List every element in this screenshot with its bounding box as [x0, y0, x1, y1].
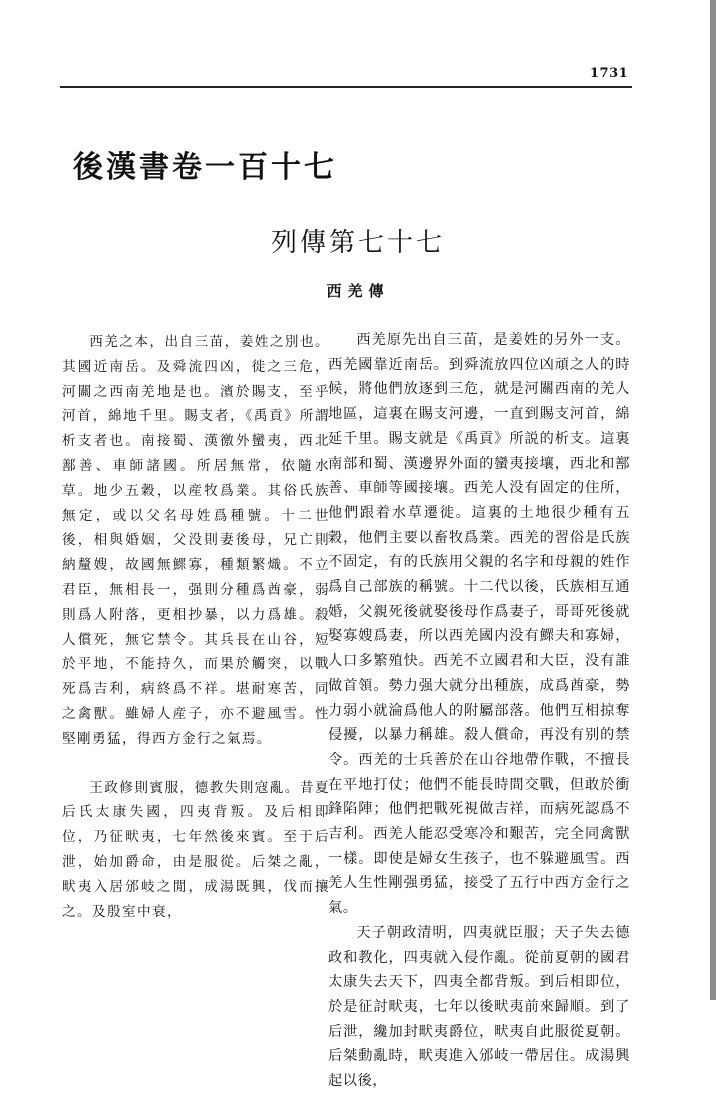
- header-rule: [60, 86, 632, 88]
- volume-title: 後漢書卷一百十七: [73, 150, 337, 185]
- translation-text-column: [328, 328, 630, 1094]
- paragraph-gap: [62, 752, 330, 776]
- original-paragraph-1: 西羌之本，出自三苗，姜姓之別也。其國近南岳。及舜流四凶，徙之三危，河關之西南羌地是也。濱於賜支，至乎河首，綿地千里。賜支者，《禹貢》所謂析支者也。南接蜀、漢徼外蠻夷，西北鄯善、車師諸國。所居無常，依隨水草。地少五穀，以産牧爲業。其俗氏族無定，或以父名母姓爲種號。十二世後，相與婚姻，父没則妻後母，兄亡則納釐嫂，故國無鰥寡，種類繁熾。不立君臣，無相長一，强則分種爲酋豪，弱則爲人附落，更相抄暴，以力爲雄。殺人償死，無它禁令。其兵長在山谷，短於平地，不能持久，而果於觸突，以戰死爲吉利，病終爲不祥。堪耐寒苦，同之禽獸。雖婦人産子，亦不避風雪。性堅剛勇猛，得西方金行之氣焉。: [62, 334, 330, 747]
- section-title: 西羌傳: [326, 282, 390, 300]
- translation-paragraph-1: 西羌原先出自三苗，是姜姓的另外一支。西羌國靠近南岳。到舜流放四位凶頑之人的時候，將他們放逐到三危，就是河關西南的羌人地區，這裏在賜支河邊，一直到賜支河首，綿延千里。賜支就是《禹貢》所説的析支。這裏南部和蜀、漢邊界外面的蠻夷接壤，西北和鄯善、車師等國接壤。西羌人没有固定的住所，他們跟着水草遷徙。這裏的土地很少種有五穀，他們主要以畜牧爲業。西羌的習俗是氏族不固定，有的氏族用父親的名字和母親的姓作爲自己部族的稱號。十二代以後，氏族相互通婚，父親死後就娶後母作爲妻子，哥哥死後就娶寡嫂爲妻，所以西羌國内没有鰥夫和寡婦，人口多繁殖快。西羌不立國君和大臣，没有誰做首領。勢力强大就分出種族，成爲酋豪，勢力弱小就淪爲他人的附屬部落。他們互相掠奪侵擾，以暴力稱雄。殺人償命，再没有别的禁令。西羌的士兵善於在山谷地帶作戰，不擅長在平地打仗；他們不能長時間交戰，但敢於衝鋒陷陣；他們把戰死視做吉祥，而病死認爲不吉利。西羌人能忍受寒冷和艱苦，完全同禽獸一樣。即使是婦女生孩子，也不躲避風雪。西羌人生性剛强勇猛，接受了五行中西方金行之氣。: [328, 332, 630, 917]
- translation-paragraph-2: 天子朝政清明，四夷就臣服；天子失去德政和教化，四夷就入侵作亂。從前夏朝的國君太康失去天下，四夷全都背叛。到后相即位，於是征討畎夷，七年以後畎夷前來歸順。到了后泄，纔加封畎夷爵位，畎夷自此服從夏朝。后桀動亂時，畎夷進入邠岐一帶居住。成湯興起以後，: [328, 924, 630, 1090]
- original-paragraph-2: 王政修則賓服，德教失則寇亂。昔夏后氏太康失國，四夷背叛。及后相即位，乃征畎夷，七年然後來賓。至于后泄，始加爵命，由是服從。后桀之亂，畎夷入居邠岐之閒，成湯既興，伐而攘之。及殷室中衰，: [62, 779, 330, 920]
- original-text-column: [62, 330, 330, 924]
- page-number: 1731: [590, 66, 629, 81]
- chapter-title: 列傳第七十七: [270, 228, 445, 258]
- scan-edge-shadow: [710, 0, 716, 1000]
